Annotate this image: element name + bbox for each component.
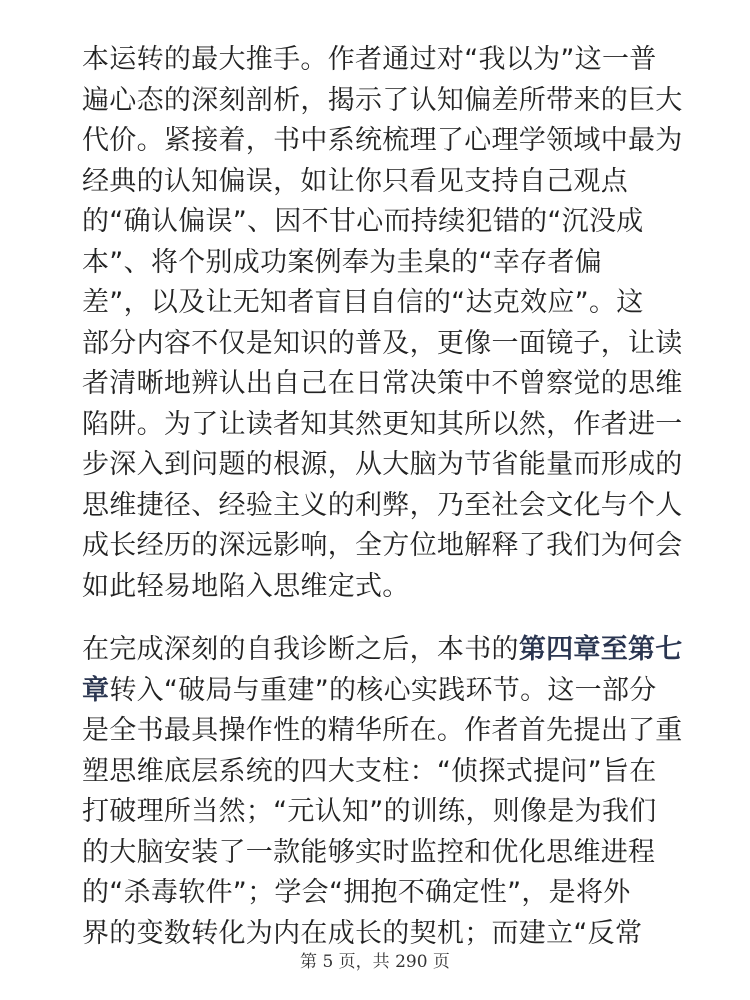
text-line [82, 873, 672, 914]
text-segment: 的“杀毒软件”；学会“拥抱不确定性”，是将外 [82, 877, 631, 908]
text-line [82, 445, 683, 486]
highlighted-chapter-range: 第四章至第七 [518, 634, 683, 665]
text-segment: 部分内容不仅是知识的普及，更像一面镜子，让读 [82, 327, 683, 359]
text-segment: 遍心态的深刻剖析，揭示了认知偏差所带来的巨大 [82, 84, 683, 116]
text-line [82, 630, 683, 671]
text-segment: 界的变数转化为内在成长的契机；而建立“反常 [82, 917, 643, 949]
text-segment: 代价。紧接着，书中系统梳理了心理学领域中最为 [82, 125, 683, 156]
text-line [82, 914, 672, 955]
highlighted-chapter-range: 章 [82, 674, 110, 706]
text-segment: 转入“破局与重建”的核心实践环节。这一部分 [109, 674, 657, 706]
text-segment: 的“确认偏误”、因不甘心而持续犯错的“沉没成 [82, 206, 644, 237]
text-line [82, 752, 672, 793]
text-line [82, 202, 672, 243]
text-line [82, 364, 683, 405]
text-line [82, 243, 672, 284]
text-segment: 本”、将个别成功案例奉为圭臬的“幸存者偏 [82, 246, 602, 278]
page-number: 第 5 页，共 290 页 [300, 952, 450, 972]
text-line [82, 121, 683, 162]
text-line [82, 833, 672, 874]
text-line [82, 567, 672, 608]
text-segment: 经典的认知偏误，如让你只看见支持自己观点 [82, 165, 628, 197]
text-line [82, 792, 672, 833]
text-segment: 在完成深刻的自我诊断之后，本书的 [82, 634, 519, 665]
text-line [82, 486, 683, 527]
text-segment: 者清晰地辨认出自己在日常决策中不曾察觉的思维 [82, 368, 683, 399]
text-segment: 是全书最具操作性的精华所在。作者首先提出了重 [82, 715, 683, 746]
text-segment: 打破理所当然；“元认知”的训练，则像是为我们 [82, 796, 657, 827]
text-line [82, 162, 672, 203]
text-segment: 塑思维底层系统的四大支柱：“侦探式提问”旨在 [82, 755, 657, 787]
text-segment: 思维捷径、经验主义的利弊，乃至社会文化与个人 [82, 489, 683, 521]
paragraph [82, 40, 683, 607]
text-line [82, 671, 672, 712]
text-segment: 差”，以及让无知者盲目自信的“达克效应”。这 [82, 287, 644, 318]
text-line [82, 40, 672, 81]
text-line [82, 283, 672, 324]
body-text [82, 40, 683, 954]
text-segment: 步深入到问题的根源，从大脑为节省能量而形成的 [82, 449, 683, 480]
paragraph [82, 630, 683, 954]
text-line [82, 81, 683, 122]
text-segment: 本运转的最大推手。作者通过对“我以为”这一普 [82, 44, 657, 75]
text-segment: 的大脑安装了一款能够实时监控和优化思维进程 [82, 836, 656, 868]
text-line [82, 405, 683, 446]
text-line [82, 324, 683, 365]
text-line [82, 711, 683, 752]
text-segment: 陷阱。为了让读者知其然更知其所以然，作者进一 [82, 408, 683, 440]
text-segment: 如此轻易地陷入思维定式。 [82, 570, 410, 602]
text-segment: 成长经历的深远影响，全方位地解释了我们为何会 [82, 530, 683, 561]
text-line [82, 526, 683, 567]
